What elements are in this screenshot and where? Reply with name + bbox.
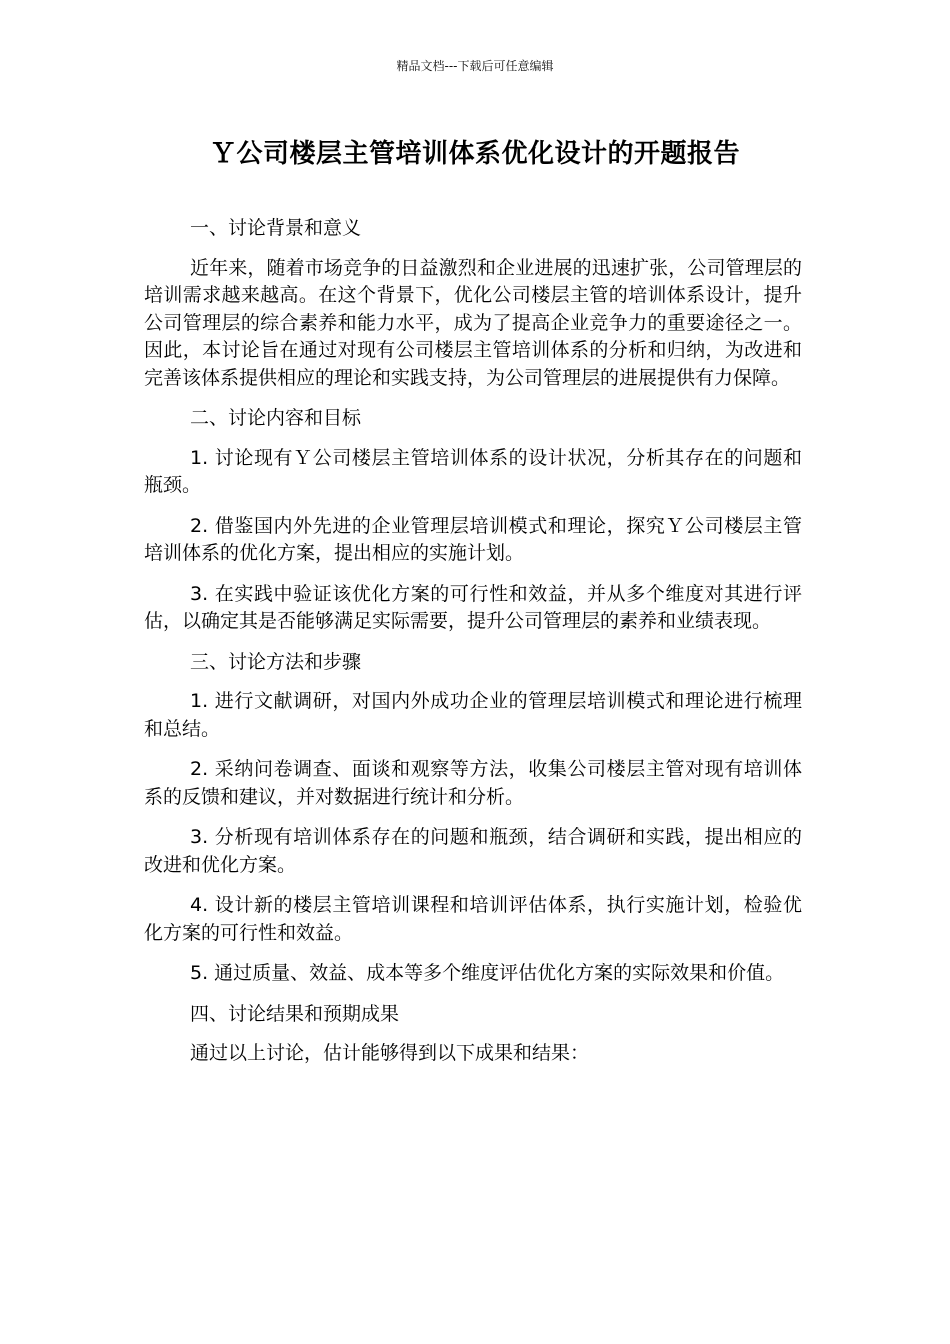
section-heading: 四、讨论结果和预期成果 <box>190 1002 400 1025</box>
list-paragraph: 3. 在实践中验证该优化方案的可行性和效益，并从多个维度对其进行评估，以确定其是否能够满足实际需要，提升公司管理层的素养和业绩表现。 <box>144 582 802 632</box>
list-paragraph: 5. 通过质量、效益、成本等多个维度评估优化方案的实际效果和价值。 <box>190 962 785 984</box>
list-paragraph: 2. 采纳问卷调查、面谈和观察等方法，收集公司楼层主管对现有培训体系的反馈和建议，并对数据进行统计和分析。 <box>144 758 802 808</box>
section-heading: 二、讨论内容和目标 <box>190 407 362 429</box>
section-heading: 三、讨论方法和步骤 <box>190 650 362 673</box>
list-paragraph: 2. 借鉴国内外先进的企业管理层培训模式和理论，探究Ｙ公司楼层主管培训体系的优化方案，提出相应的实施计划。 <box>144 514 802 564</box>
list-paragraph: 3. 分析现有培训体系存在的问题和瓶颈，结合调研和实践，提出相应的改进和优化方案。 <box>144 826 802 876</box>
list-paragraph: 1. 讨论现有Ｙ公司楼层主管培训体系的设计状况，分析其存在的问题和瓶颈。 <box>144 446 802 496</box>
list-paragraph: 1. 进行文献调研，对国内外成功企业的管理层培训模式和理论进行梳理和总结。 <box>144 690 802 740</box>
body-paragraph: 近年来，随着市场竞争的日益激烈和企业进展的迅速扩张，公司管理层的培训需求越来越高。在这个背景下，优化公司楼层主管的培训体系设计，提升公司管理层的综合素养和能力水平，成为了提高企业竞争力的重要途径之一。因此，本讨论旨在通过对现有公司楼层主管培训体系的分析和归纳，为改进和完善该体系提供相应的理论和实践支持，为公司管理层的进展提供有力保障。 <box>144 256 802 389</box>
document-title: Ｙ公司楼层主管培训体系优化设计的开题报告 <box>209 139 740 169</box>
header-note: 精品文档---下载后可任意编辑 <box>396 59 554 73</box>
list-paragraph: 4. 设计新的楼层主管培训课程和培训评估体系，执行实施计划，检验优化方案的可行性和效益。 <box>144 894 802 944</box>
body-paragraph: 通过以上讨论，估计能够得到以下成果和结果： <box>190 1042 590 1064</box>
section-heading: 一、讨论背景和意义 <box>190 217 362 239</box>
document-body <box>144 215 802 1081</box>
